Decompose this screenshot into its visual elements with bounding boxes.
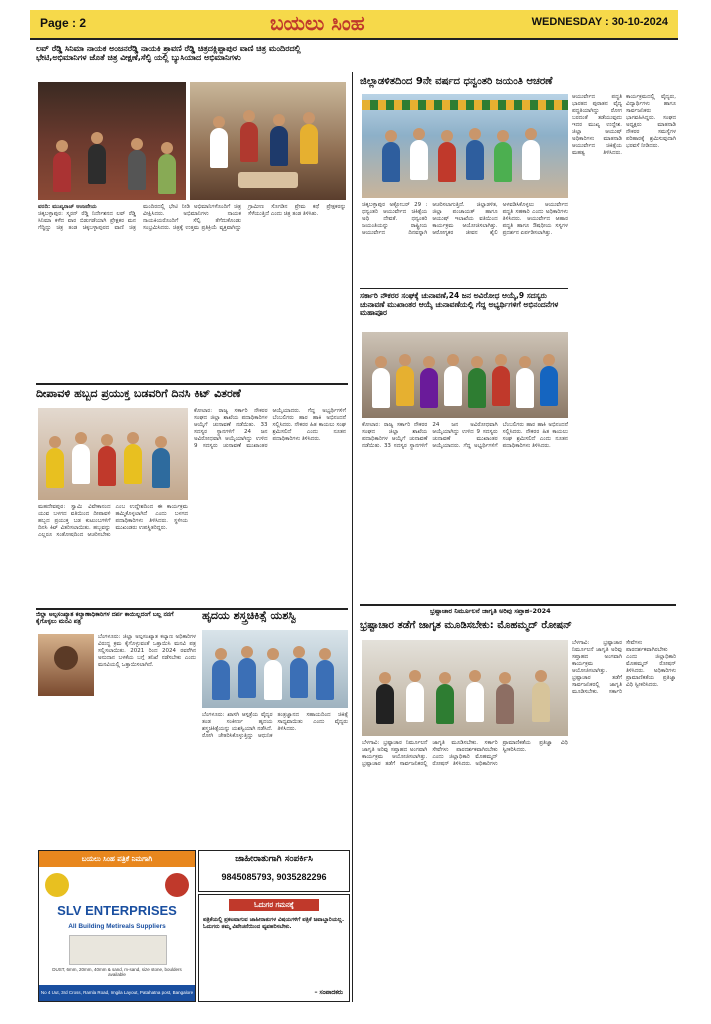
om-icon <box>45 873 69 897</box>
article-body-anti-corruption-cont: ಬೆಳಗಾವಿ: ಭ್ರಷ್ಟಾಚಾರ ನಿರ್ಮೂಲನೆ ಜಾಗೃತಿ ಅರಿವು ಸಪ್ತಾಹದ ಅಂಗವಾಗಿ ಕಾರ್ಯಕ್ರಮ ಆಯೋಜಿಸಲಾಗಿತ್ತು. ಭ್ರಷ್ಟಾಚಾರ ತಡೆಗೆ ಸಾರ್ವಜನಿಕರಲ್ಲಿ ಜಾಗೃತಿ ಮೂಡಿಸಬೇಕು. ಸರ್ಕಾರಿ ಸೇವೆಗಳು ಪಾರದರ್ಶಕವಾಗಿರಬೇಕು ಎಂದು ಜಿಲ್ಲಾಧಿಕಾರಿ ಮೊಹಮ್ಮದ್ ರೋಷನ್ ತಿಳಿಸಿದರು. ಅಧಿಕಾರಿಗಳು ಪ್ರಾಮಾಣಿಕತೆಯ ಪ್ರತಿಜ್ಞಾ ವಿಧಿ ಸ್ವೀಕರಿಸಿದರು. <box>572 640 676 695</box>
photo-cake-cutting <box>190 82 346 200</box>
article-body-anti-corruption: ಬೆಳಗಾವಿ: ಭ್ರಷ್ಟಾಚಾರ ನಿರ್ಮೂಲನೆ ಜಾಗೃತಿ ಅರಿವು ಸಪ್ತಾಹದ ಅಂಗವಾಗಿ ಕಾರ್ಯಕ್ರಮ ಆಯೋಜಿಸಲಾಗಿತ್ತು. ಭ್ರಷ್ಟಾಚಾರ ತಡೆಗೆ ಸಾರ್ವಜನಿಕರಲ್ಲಿ ಜಾಗೃತಿ ಮೂಡಿಸಬೇಕು. ಸರ್ಕಾರಿ ಸೇವೆಗಳು ಪಾರದರ್ಶಕವಾಗಿರಬೇಕು ಎಂದು ಜಿಲ್ಲಾಧಿಕಾರಿ ಮೊಹಮ್ಮದ್ ರೋಷನ್ ತಿಳಿಸಿದರು. ಅಧಿಕಾರಿಗಳು ಪ್ರಾಮಾಣಿಕತೆಯ ಪ್ರತಿಜ್ಞಾ ವಿಧಿ ಸ್ವೀಕರಿಸಿದರು. <box>362 740 568 767</box>
masthead <box>30 10 678 40</box>
ad-banner: ಬಯಲು ಸಿಂಹ ಪತ್ರಿಕೆ ನಿಮಗಾಗಿ <box>39 851 195 867</box>
photo-medical-team <box>202 630 348 708</box>
article-body-minority-welfare: ಬೆಂಗಳೂರು: ಜಿಲ್ಲಾ ಅಲ್ಪಸಂಖ್ಯಾತ ಕಲ್ಯಾಣ ಅಧಿಕಾರಿಗಳ ವಿರುದ್ಧ ಕ್ರಮ ಕೈಗೊಳ್ಳುವಂತೆ ಒತ್ತಾಯಿಸಿ ಮನವಿ ಪತ್ರ ಸಲ್ಲಿಸಲಾಯಿತು. 2021 ರಿಂದ 2024 ರವರೆಗಿನ ಅನುದಾನ ಬಳಕೆಯ ಬಗ್ಗೆ ತನಿಖೆ ನಡೆಸಬೇಕು ಎಂದು ಮನವಿಯಲ್ಲಿ ಒತ್ತಾಯಿಸಲಾಗಿದೆ. <box>98 634 196 668</box>
photo-anti-corruption-event <box>362 640 568 736</box>
article-headline-deepavali: ದೀಪಾವಳಿ ಹಬ್ಬದ ಪ್ರಯುಕ್ತ ಬಡವರಿಗೆ ದಿನಸಿ ಕಿಟ್ ವಿತರಣೆ <box>36 387 241 400</box>
photo-kit-distribution <box>38 408 188 500</box>
article-headline-dhanvantari: ಜಿಲ್ಲಾಡಳಿತದಿಂದ 9ನೇ ವರ್ಷದ ಧನ್ವಂತರಿ ಜಯಂತಿ ಆಚರಣೆ <box>360 76 553 87</box>
truck-icon <box>69 935 167 965</box>
newspaper-page <box>30 10 678 1010</box>
article-body-heart-surgery: ಬೆಂಗಳೂರು: ಖಾಸಗಿ ಆಸ್ಪತ್ರೆಯ ವೈದ್ಯರ ತಂಡ ಸಂಕೀರ್ಣ ಹೃದಯ ಶಸ್ತ್ರಚಿಕಿತ್ಸೆಯನ್ನು ಯಶಸ್ವಿಯಾಗಿ ನಡೆಸಿದೆ. ರೋಗಿ ಚೇತರಿಸಿಕೊಳ್ಳುತ್ತಿದ್ದು ಆಧುನಿಕ ತಂತ್ರಜ್ಞಾನದ ಸಹಾಯದಿಂದ ಚಿಕಿತ್ಸೆ ಸಾಧ್ಯವಾಯಿತು ಎಂದು ವೈದ್ಯರು ತಿಳಿಸಿದರು. <box>202 712 348 739</box>
readers-notice <box>198 894 350 1002</box>
ad-slv-enterprises <box>38 850 196 1002</box>
ad-contact <box>198 850 350 892</box>
article-body-deepavali: ಮಹದೇವಪುರ: ಸ್ವಾಮಿ ವಿವೇಕಾನಂದ ಯುವ ಬಳಗದ ವತಿಯಿಂದ ದೀಪಾವಳಿ ಹಬ್ಬದ ಪ್ರಯುಕ್ತ ಬಡ ಕುಟುಂಬಗಳಿಗೆ ದಿನಸಿ ಕಿಟ್ ವಿತರಿಸಲಾಯಿತು. ಹಬ್ಬವನ್ನು ಎಲ್ಲರೂ ಸಂತೋಷದಿಂದ ಆಚರಿಸಬೇಕು ಎಂಬ ಉದ್ದೇಶದಿಂದ ಈ ಕಾರ್ಯಕ್ರಮ ಹಮ್ಮಿಕೊಳ್ಳಲಾಗಿದೆ ಎಂದು ಬಳಗದ ಪದಾಧಿಕಾರಿಗಳು ತಿಳಿಸಿದರು. ಸ್ಥಳೀಯ ಮುಖಂಡರು ಉಪಸ್ಥಿತರಿದ್ದರು. <box>38 504 188 538</box>
article-headline-anti-corruption: ಭ್ರಷ್ಟಾಚಾರ ತಡೆಗೆ ಜಾಗೃತ ಮೂಡಿಸಬೇಕು: ಮೊಹಮ್ಮದ್ ರೋಷನ್ <box>360 620 572 631</box>
article-body-sidebar: ಆಯುರ್ವೇದ ಪದ್ಧತಿ ಭಾರತದ ಪುರಾತನ ವೈದ್ಯ ಪದ್ಧತಿಯಾಗಿದ್ದು ರೋಗ ಬರದಂತೆ ತಡೆಯುವುದು ಇದರ ಮುಖ್ಯ ಉದ್ದೇಶ. ಜಿಲ್ಲಾ ಆಯುಷ್ ಅಧಿಕಾರಿಗಳು ಮಾತನಾಡಿ ಆಯುರ್ವೇದ ಚಿಕಿತ್ಸೆಯ ಮಹತ್ವ ತಿಳಿಸಿದರು. ಕಾರ್ಯಕ್ರಮದಲ್ಲಿ ವೈದ್ಯರು, ವಿದ್ಯಾರ್ಥಿಗಳು ಹಾಗೂ ಸಾರ್ವಜನಿಕರು ಭಾಗವಹಿಸಿದ್ದರು. ಸಂಘದ ಅಧ್ಯಕ್ಷರು ಮಾತನಾಡಿ ನೌಕರರ ಸಮಸ್ಯೆಗಳ ಪರಿಹಾರಕ್ಕೆ ಶ್ರಮಿಸುವುದಾಗಿ ಭರವಸೆ ನೀಡಿದರು. <box>572 94 676 156</box>
newspaper-title: ಬಯಲು ಸಿಂಹ <box>270 11 365 35</box>
article-headline-minority-welfare: ಜಿಲ್ಲಾ ಅಲ್ಪಸಂಖ್ಯಾತ ಕಲ್ಯಾಣಾಧಿಕಾರಿಗಳ ದರ್ಪ ಕಾಯಿಲ್ಲದಂಗೆ ಬಲ್ಲ ನನಗೆ ಕೈಗೊಳ್ಳಲು ಮನವಿ ಪತ್ರ <box>36 611 174 625</box>
column-divider <box>352 72 353 1002</box>
ad-contact-phone: 9845085793, 9035282296 <box>221 872 327 882</box>
article-headline-love-reddy: ಲವ್ ರೆಡ್ಡಿ ಸಿನಿಮಾ ನಾಯಕ ಅಂಜನರೆಡ್ಡಿ ನಾಯಕಿ ಶ್ರಾವಣಿ ರೆಡ್ಡಿ ಚಿತ್ರದಕ್ಲಿಪ್ಪಾಪುರ ವಾಣಿ ಚಿತ್ರ ಮಂದಿರದಲ್ಲಿ ಭೇಟಿ,ಅಭಿಮಾನಿಗಳ ಜೊತೆ ಚಿತ್ರ ವೀಕ್ಷಣೆ,ಸೆಲ್ಫಿ ಯಲ್ಲಿ ಬ್ಯುಸಿಯಾದ ಅಭಿಮಾನಿಗಳು <box>36 44 301 63</box>
notice-signoff: – ಸಂಪಾದಕರು <box>314 989 343 996</box>
article-body-deepavali-cont: ಕೋಲಾರ: ರಾಜ್ಯ ಸರ್ಕಾರಿ ನೌಕರರ ಸಂಘದ ಜಿಲ್ಲಾ ಶಾಖೆಯ ಪದಾಧಿಕಾರಿಗಳ ಆಯ್ಕೆಗೆ ಚುನಾವಣೆ ನಡೆಯಿತು. 33 ಸದಸ್ಯರ ಸ್ಥಾನಗಳಿಗೆ 24 ಜನ ಅವಿರೋಧವಾಗಿ ಆಯ್ಕೆಯಾಗಿದ್ದು ಉಳಿದ 9 ಸದಸ್ಯರು ಚುನಾವಣೆ ಮುಖಾಂತರ ಆಯ್ಕೆಯಾದರು. ಗೆದ್ದ ಅಭ್ಯರ್ಥಿಗಳಿಗೆ ಬೆಂಬಲಿಗರು ಹಾರ ಹಾಕಿ ಅಭಿನಂದನೆ ಸಲ್ಲಿಸಿದರು. ನೌಕರರ ಹಿತ ಕಾಯಲು ಸಂಘ ಶ್ರಮಿಸಲಿದೆ ಎಂದು ನೂತನ ಪದಾಧಿಕಾರಿಗಳು ತಿಳಿಸಿದರು. <box>194 408 346 449</box>
ad-company-name: SLV ENTERPRISES <box>57 903 177 918</box>
page-number: Page : 2 <box>40 16 87 30</box>
article-headline-employees-union: ಸರ್ಕಾರಿ ನೌಕರರ ಸಂಘಕ್ಕೆ ಚುನಾವಣೆ,24 ಜನ ಅವಿರೋಧ ಆಯ್ಕೆ,9 ಸದಸ್ಯರು ಚುನಾವಣೆ ಮುಖಾಂತರ ಆಯ್ಕೆ ಚುನಾವಣೆಯಲ್ಲಿ ಗೆದ್ದ ಅಭ್ಯರ್ಥಿಗಳಿಗೆ ಅಭಿನಂದನೆಗಳ ಮಹಾಪೂರ <box>360 291 559 318</box>
ad-contact-title: ಜಾಹೀರಾತುಗಾಗಿ ಸಂಪರ್ಕಿಸಿ <box>235 854 313 864</box>
deity-icon <box>165 873 189 897</box>
article-body-dhanvantari: ಚಿಕ್ಕಬಳ್ಳಾಪುರ ಅಕ್ಟೋಬರ್ 29 : ಧನ್ವಂತರಿ ಆಯುರ್ವೇದ ಚಿಕಿತ್ಸೆಯ ಅಧಿ ದೇವತೆ. ಧನ್ವಂತರಿ ಜಯಂತಿಯನ್ನು ರಾಷ್ಟ್ರೀಯ ಆಯುರ್ವೇದ ದಿನವನ್ನಾಗಿ ಆಚರಿಸಲಾಗುತ್ತಿದೆ. ಜಿಲ್ಲಾಡಳಿತ, ಜಿಲ್ಲಾ ಪಂಚಾಯತ್ ಹಾಗೂ ಆಯುಷ್ ಇಲಾಖೆಯ ವತಿಯಿಂದ ಕಾರ್ಯಕ್ರಮ ಆಯೋಜಿಸಲಾಗಿತ್ತು. ಆರೋಗ್ಯಕರ ಜೀವನ ಶೈಲಿ ಅಳವಡಿಸಿಕೊಳ್ಳಲು ಆಯುರ್ವೇದ ಪದ್ಧತಿ ಸಹಕಾರಿ ಎಂದು ಅಧಿಕಾರಿಗಳು ತಿಳಿಸಿದರು. ಆಯುರ್ವೇದ ಆಹಾರ ಪದ್ಧತಿ ಹಾಗೂ ಔಷಧೀಯ ಸಸ್ಯಗಳ ಪ್ರದರ್ಶನ ಏರ್ಪಡಿಸಲಾಗಿತ್ತು. <box>362 202 568 236</box>
ad-items: DUST, 6mm, 20mm, 40mm & sand, m-sand, size stone, boulders available <box>52 967 182 977</box>
photo-crowd-selfie <box>38 82 186 200</box>
section-rule <box>360 604 676 606</box>
section-rule <box>360 288 568 289</box>
section-rule <box>36 383 348 385</box>
notice-body: ಪತ್ರಿಕೆಯಲ್ಲಿ ಪ್ರಕಟವಾಗುವ ಜಾಹೀರಾತುಗಳ ವಿಷಯಗಳಿಗೆ ಪತ್ರಿಕೆ ಜವಾಬ್ದಾರಿಯಲ್ಲ. ಓದುಗರು ತಮ್ಮ ವಿವೇಚನೆಯಿಂದ ವ್ಯವಹರಿಸಬೇಕು. <box>203 917 345 930</box>
ad-tagline: All Building Metireals Suppliers <box>68 923 166 930</box>
article-headline-heart-surgery: ಹೃದಯ ಶಸ್ತ್ರಚಿಕಿತ್ಸೆ ಯಶಸ್ವಿ <box>202 609 297 622</box>
article-body-love-reddy: ವರದಿ: ಮುಖ್ಯರಾಜ್ ಆಂಜನೇಯ ಚಿಕ್ಕಬಳ್ಳಾಪುರ: ಸ್ಮರನ್ ರೆಡ್ಡಿ ನಿರ್ದೇಶನದ ಲವ್ ರೆಡ್ಡಿ ಸಿನಿಮಾ ಕಳೆದ ವಾರ ಬಿಡುಗಡೆಯಾಗಿ ಪ್ರೇಕ್ಷಕರ ಮನ ಗೆದ್ದಿದ್ದು ಚಿತ್ರ ತಂಡ ಚಿಕ್ಕಬಳ್ಳಾಪುರದ ವಾಣಿ ಚಿತ್ರ ಮಂದಿರದಲ್ಲಿ ಭೇಟಿ ನೀಡಿ ಅಭಿಮಾನಿಗಳೊಂದಿಗೆ ಚಿತ್ರ ವೀಕ್ಷಿಸಿದರು. ಅಭಿಮಾನಿಗಳು ನಾಯಕ ನಾಯಕಿಯರೊಂದಿಗೆ ಸೆಲ್ಫಿ ತೆಗೆದುಕೊಂಡು ಸಂಭ್ರಮಿಸಿದರು. ಚಿತ್ರಕ್ಕೆ ಉತ್ತಮ ಪ್ರತಿಕ್ರಿಯೆ ವ್ಯಕ್ತವಾಗಿದ್ದು ಗ್ರಾಮೀಣ ಸೊಗಡಿನ ಪ್ರೇಮ ಕಥೆ ಪ್ರೇಕ್ಷಕರನ್ನು ಸೆಳೆಯುತ್ತಿದೆ ಎಂದು ಚಿತ್ರ ತಂಡ ತಿಳಿಸಿತು. <box>38 204 346 231</box>
ad-address: No 4 Uut, 3rd Cross, Ramla Road, Imgila Layout, Patahatna post, Bangalore <box>39 985 195 1001</box>
photo-person <box>38 634 94 696</box>
article-body-employees-union: ಕೋಲಾರ: ರಾಜ್ಯ ಸರ್ಕಾರಿ ನೌಕರರ ಸಂಘದ ಜಿಲ್ಲಾ ಶಾಖೆಯ ಪದಾಧಿಕಾರಿಗಳ ಆಯ್ಕೆಗೆ ಚುನಾವಣೆ ನಡೆಯಿತು. 33 ಸದಸ್ಯರ ಸ್ಥಾನಗಳಿಗೆ 24 ಜನ ಅವಿರೋಧವಾಗಿ ಆಯ್ಕೆಯಾಗಿದ್ದು ಉಳಿದ 9 ಸದಸ್ಯರು ಚುನಾವಣೆ ಮುಖಾಂತರ ಆಯ್ಕೆಯಾದರು. ಗೆದ್ದ ಅಭ್ಯರ್ಥಿಗಳಿಗೆ ಬೆಂಬಲಿಗರು ಹಾರ ಹಾಕಿ ಅಭಿನಂದನೆ ಸಲ್ಲಿಸಿದರು. ನೌಕರರ ಹಿತ ಕಾಯಲು ಸಂಘ ಶ್ರಮಿಸಲಿದೆ ಎಂದು ನೂತನ ಪದಾಧಿಕಾರಿಗಳು ತಿಳಿಸಿದರು. <box>362 422 568 449</box>
issue-date: WEDNESDAY : 30-10-2024 <box>531 16 668 28</box>
article-kicker-anti-corruption: ಭ್ರಷ್ಟಾಚಾರ ನಿರ್ಮೂಲನೆ ಜಾಗೃತಿ ಅರಿವು ಸಪ್ತಾಹ–2024 <box>430 607 551 615</box>
photo-union-felicitation <box>362 332 568 418</box>
photo-dhanvantari-event <box>362 94 568 198</box>
notice-title: ಓದುಗರ ಗಮನಕ್ಕೆ <box>229 899 319 911</box>
